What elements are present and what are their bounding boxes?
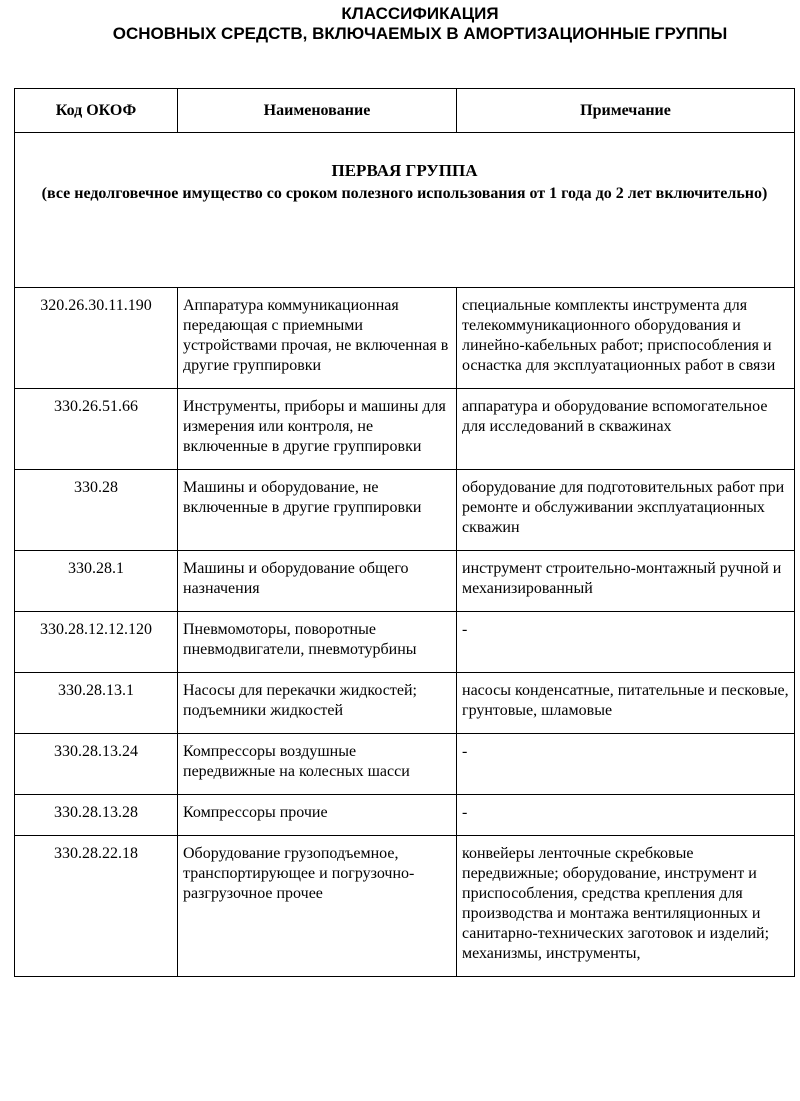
okof-code-cell: 320.26.30.11.190 xyxy=(15,288,178,389)
asset-name-cell: Насосы для перекачки жидкостей; подъемники жидкостей xyxy=(178,673,457,734)
asset-name-cell: Инструменты, приборы и машины для измерения или контроля, не включенные в другие группировки xyxy=(178,389,457,470)
note-cell: специальные комплекты инструмента для телекоммуникационного оборудования и линейно-кабельных работ; приспособления и оснастка для эксплуатационных работ в связи xyxy=(457,288,795,389)
classification-table xyxy=(14,88,795,977)
table-row xyxy=(15,551,795,612)
group-row xyxy=(15,133,795,288)
header-code: Код ОКОФ xyxy=(15,89,178,133)
table-header-row xyxy=(15,89,795,133)
table-row xyxy=(15,470,795,551)
note-cell: инструмент строительно-монтажный ручной и механизированный xyxy=(457,551,795,612)
note-cell: конвейеры ленточные скребковые передвижные; оборудование, инструмент и приспособления, средства крепления для производства и монтажа вентиляционных и санитарно-технических заготовок и изделий; механизмы, инструменты, xyxy=(457,836,795,977)
asset-name-cell: Компрессоры прочие xyxy=(178,795,457,836)
asset-name-cell: Оборудование грузоподъемное, транспортирующее и погрузочно-разгрузочное прочее xyxy=(178,836,457,977)
note-cell: - xyxy=(457,612,795,673)
asset-name-cell: Аппаратура коммуникационная передающая с приемными устройствами прочая, не включенная в другие группировки xyxy=(178,288,457,389)
table-row xyxy=(15,612,795,673)
table-row xyxy=(15,836,795,977)
title-line-1: КЛАССИФИКАЦИЯ xyxy=(341,4,499,23)
asset-name-cell: Машины и оборудование общего назначения xyxy=(178,551,457,612)
asset-name-cell: Пневмомоторы, поворотные пневмодвигатели, пневмотурбины xyxy=(178,612,457,673)
table-row xyxy=(15,288,795,389)
table-row xyxy=(15,673,795,734)
okof-code-cell: 330.28.13.24 xyxy=(15,734,178,795)
asset-name-cell: Компрессоры воздушные передвижные на колесных шасси xyxy=(178,734,457,795)
table-row xyxy=(15,389,795,470)
header-name: Наименование xyxy=(178,89,457,133)
group-name: ПЕРВАЯ ГРУППА xyxy=(331,161,478,180)
title-line-2: ОСНОВНЫХ СРЕДСТВ, ВКЛЮЧАЕМЫХ В АМОРТИЗАЦИОННЫЕ ГРУППЫ xyxy=(112,24,728,43)
group-heading-cell xyxy=(15,133,795,288)
okof-code-cell: 330.28.13.28 xyxy=(15,795,178,836)
okof-code-cell: 330.26.51.66 xyxy=(15,389,178,470)
note-cell: - xyxy=(457,734,795,795)
document-title xyxy=(0,4,800,44)
okof-code-cell: 330.28.13.1 xyxy=(15,673,178,734)
okof-code-cell: 330.28.12.12.120 xyxy=(15,612,178,673)
okof-code-cell: 330.28.1 xyxy=(15,551,178,612)
group-description: (все недолговечное имущество со сроком полезного использования от 1 года до 2 лет включительно) xyxy=(41,185,768,202)
okof-code-cell: 330.28 xyxy=(15,470,178,551)
note-cell: аппаратура и оборудование вспомогательное для исследований в скважинах xyxy=(457,389,795,470)
asset-name-cell: Машины и оборудование, не включенные в другие группировки xyxy=(178,470,457,551)
table-row xyxy=(15,795,795,836)
note-cell: - xyxy=(457,795,795,836)
header-note: Примечание xyxy=(457,89,795,133)
note-cell: оборудование для подготовительных работ при ремонте и обслуживании эксплуатационных скважин xyxy=(457,470,795,551)
table-row xyxy=(15,734,795,795)
note-cell: насосы конденсатные, питательные и песковые, грунтовые, шламовые xyxy=(457,673,795,734)
okof-code-cell: 330.28.22.18 xyxy=(15,836,178,977)
